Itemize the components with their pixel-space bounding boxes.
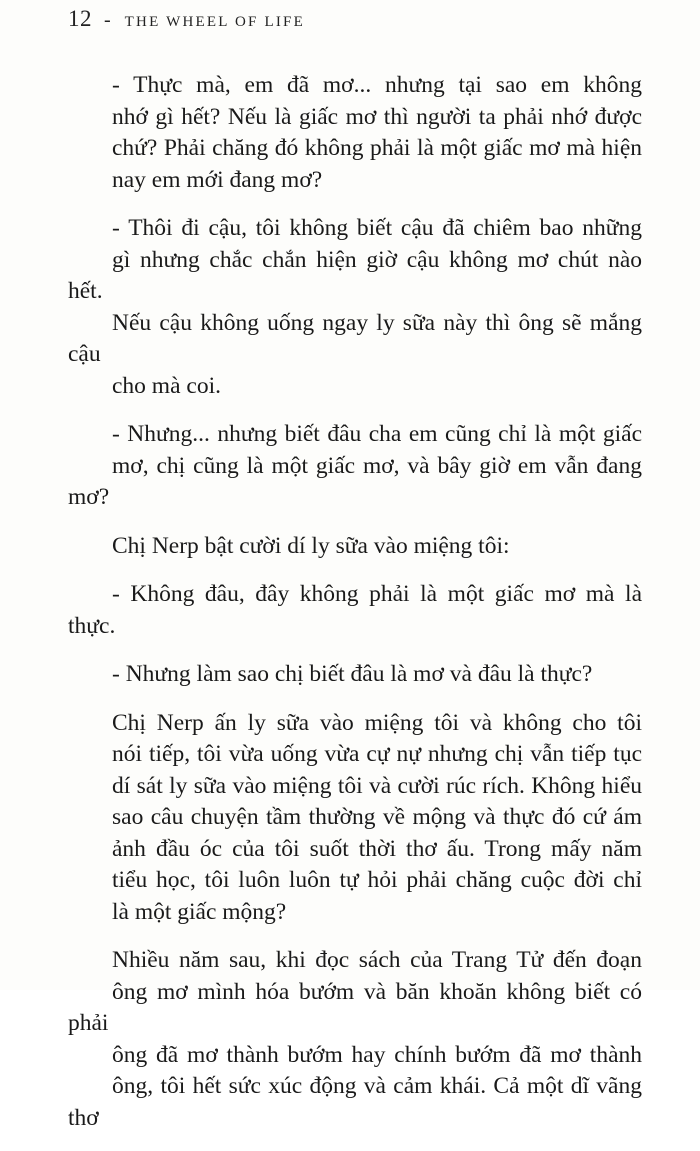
- text-line: ông mơ mình hóa bướm và băn khoăn không biết có phải: [68, 978, 642, 1036]
- text-line: - Thực mà, em đã mơ... nhưng tại sao em không: [112, 72, 642, 98]
- text-line: nói tiếp, tôi vừa uống vừa cự nự nhưng chị vẫn tiếp tục: [112, 741, 642, 767]
- text-line: ông đã mơ thành bướm hay chính bướm đã mơ thành: [112, 1041, 642, 1068]
- running-title: THE WHEEL OF LIFE: [124, 14, 305, 30]
- text-line: là một giấc mộng?: [112, 898, 287, 925]
- text-line: cho mà coi.: [112, 372, 221, 399]
- text-line: - Thôi đi cậu, tôi không biết cậu đã chiêm bao những: [112, 215, 642, 241]
- text-line: chứ? Phải chăng đó không phải là một giấc mơ mà hiện: [112, 135, 642, 161]
- dialogue-paragraph: [68, 70, 642, 196]
- running-header: [68, 6, 305, 32]
- text-line: sao câu chuyện tầm thường về mộng và thực đó cứ ám: [112, 804, 642, 830]
- dialogue-paragraph: [68, 579, 642, 642]
- text-line: tiểu học, tôi luôn luôn tự hỏi phải chăng cuộc đời chỉ: [112, 867, 642, 893]
- text-line: Chị Nerp bật cười dí ly sữa vào miệng tôi:: [112, 532, 510, 559]
- text-line: nay em mới đang mơ?: [112, 166, 323, 193]
- text-line: - Nhưng... nhưng biết đâu cha em cũng chỉ là một giấc: [112, 421, 642, 447]
- text-line: - Nhưng làm sao chị biết đâu là mơ và đâu là thực?: [112, 661, 593, 687]
- text-line: nhớ gì hết? Nếu là giấc mơ thì người ta phải nhớ được: [112, 103, 642, 130]
- narration-paragraph: [68, 531, 642, 563]
- text-line: mơ, chị cũng là một giấc mơ, và bây giờ em vẫn đang mơ?: [68, 452, 642, 510]
- text-line: ảnh đầu óc của tôi suốt thời thơ ấu. Trong mấy năm: [112, 835, 642, 862]
- dialogue-paragraph: [68, 419, 642, 514]
- body-text: [68, 70, 642, 1151]
- text-line: ông, tôi hết sức xúc động và cảm khái. Cả một dĩ vãng thơ: [68, 1073, 642, 1131]
- dialogue-paragraph: [68, 213, 642, 402]
- page-number: 12: [68, 6, 92, 31]
- text-line: Chị Nerp ấn ly sữa vào miệng tôi và không cho tôi: [112, 709, 642, 736]
- text-line: dí sát ly sữa vào miệng tôi và cười rúc rích. Không hiểu: [112, 772, 642, 799]
- text-line: gì nhưng chắc chắn hiện giờ cậu không mơ chút nào hết.: [68, 246, 642, 304]
- narration-paragraph: [68, 945, 642, 1134]
- text-line: Nếu cậu không uống ngay ly sữa này thì ông sẽ mắng cậu: [68, 309, 642, 367]
- dialogue-paragraph: [68, 659, 642, 691]
- text-line: - Không đâu, đây không phải là một giấc mơ mà là thực.: [68, 581, 642, 639]
- header-separator: -: [104, 9, 111, 31]
- narration-paragraph: [68, 708, 642, 929]
- text-line: Nhiều năm sau, khi đọc sách của Trang Tử đến đoạn: [112, 947, 642, 973]
